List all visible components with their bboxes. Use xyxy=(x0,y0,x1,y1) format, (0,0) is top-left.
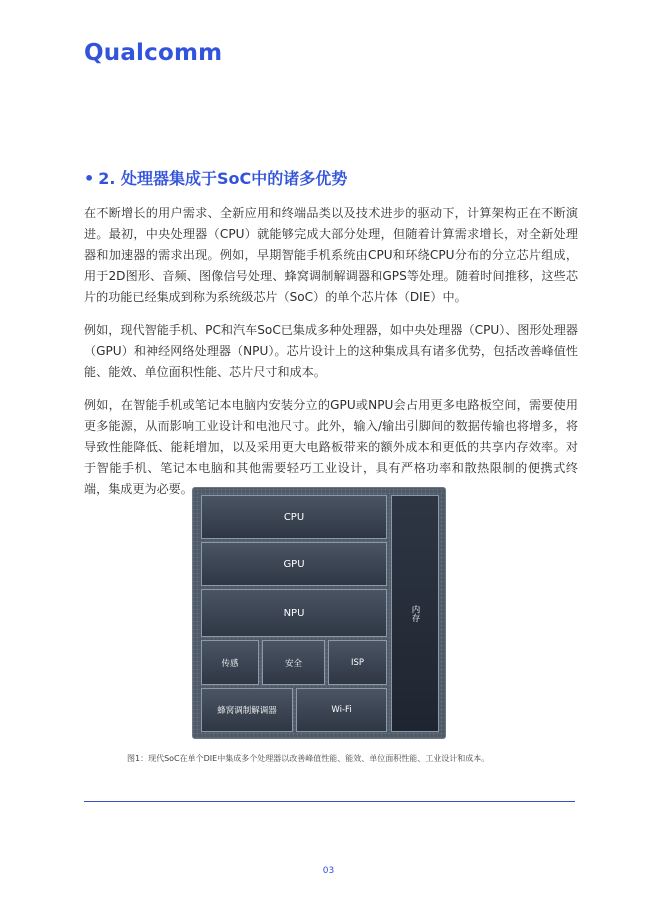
cpu-block xyxy=(201,495,387,539)
wifi-block xyxy=(296,688,387,732)
npu-block xyxy=(201,589,387,637)
bullet-icon: • xyxy=(84,169,95,188)
paragraph-2: 例如，现代智能手机、PC和汽车SoC已集成多种处理器，如中央处理器（CPU）、图形处理器（GPU）和神经网络处理器（NPU）。芯片设计上的这种集成具有诸多优势，包括改善峰值性能、能效、单位面积性能、芯片尺寸和成本。 xyxy=(84,323,578,379)
qualcomm-logo: Qualcomm xyxy=(84,40,223,66)
paragraph-1: 在不断增长的用户需求、全新应用和终端品类以及技术进步的驱动下，计算架构正在不断演进。最初，中央处理器（CPU）就能够完成大部分处理，但随着计算需求增长，对全新处理器和加速器的需求出现。例如，早期智能手机系统由CPU和环绕CPU分布的分立芯片组成，用于2D图形、音频、图像信号处理、蜂窝调制解调器和GPS等处理。随着时间推移，这些芯片的功能已经集成到称为系统级芯片（SoC）的单个芯片体（DIE）中。 xyxy=(84,206,578,304)
memory-block xyxy=(391,495,439,732)
footer-divider xyxy=(84,801,575,802)
isp-block xyxy=(328,640,387,685)
figure-caption: 图1：现代SoC在单个DIE中集成多个处理器以改善峰值性能、能效、单位面积性能、工业设计和成本。 xyxy=(127,754,490,763)
isp-label: ISP xyxy=(350,657,365,668)
section-title xyxy=(84,166,347,189)
section-title-text: 2. 处理器集成于SoC中的诸多优势 xyxy=(98,169,348,188)
body-text xyxy=(84,203,578,512)
wifi-label: Wi-Fi xyxy=(331,705,352,715)
page-number: 03 xyxy=(322,866,335,876)
sensing-label: 传感 xyxy=(221,658,239,669)
soc-diagram xyxy=(193,488,445,738)
sensing-block xyxy=(201,640,259,685)
gpu-block xyxy=(201,542,387,586)
paragraph-3: 例如，在智能手机或笔记本电脑内安装分立的GPU或NPU会占用更多电路板空间，需要使用更多能源，从而影响工业设计和电池尺寸。此外，输入/输出引脚间的数据传输也将增多，将导致性能降低、能耗增加，以及采用更大电路板带来的额外成本和更低的共享内存效率。对于智能手机、笔记本电脑和其他需要轻巧工业设计，具有严格功率和散热限制的便携式终端，集成更为必要。 xyxy=(84,398,578,496)
modem-block xyxy=(201,688,293,732)
security-label: 安全 xyxy=(284,658,302,669)
modem-label: 蜂窝调制解调器 xyxy=(217,706,277,716)
cpu-label: CPU xyxy=(283,511,305,523)
gpu-label: GPU xyxy=(283,558,305,570)
npu-label: NPU xyxy=(283,607,305,619)
security-block xyxy=(262,640,325,685)
memory-label: 内存 xyxy=(410,605,420,622)
